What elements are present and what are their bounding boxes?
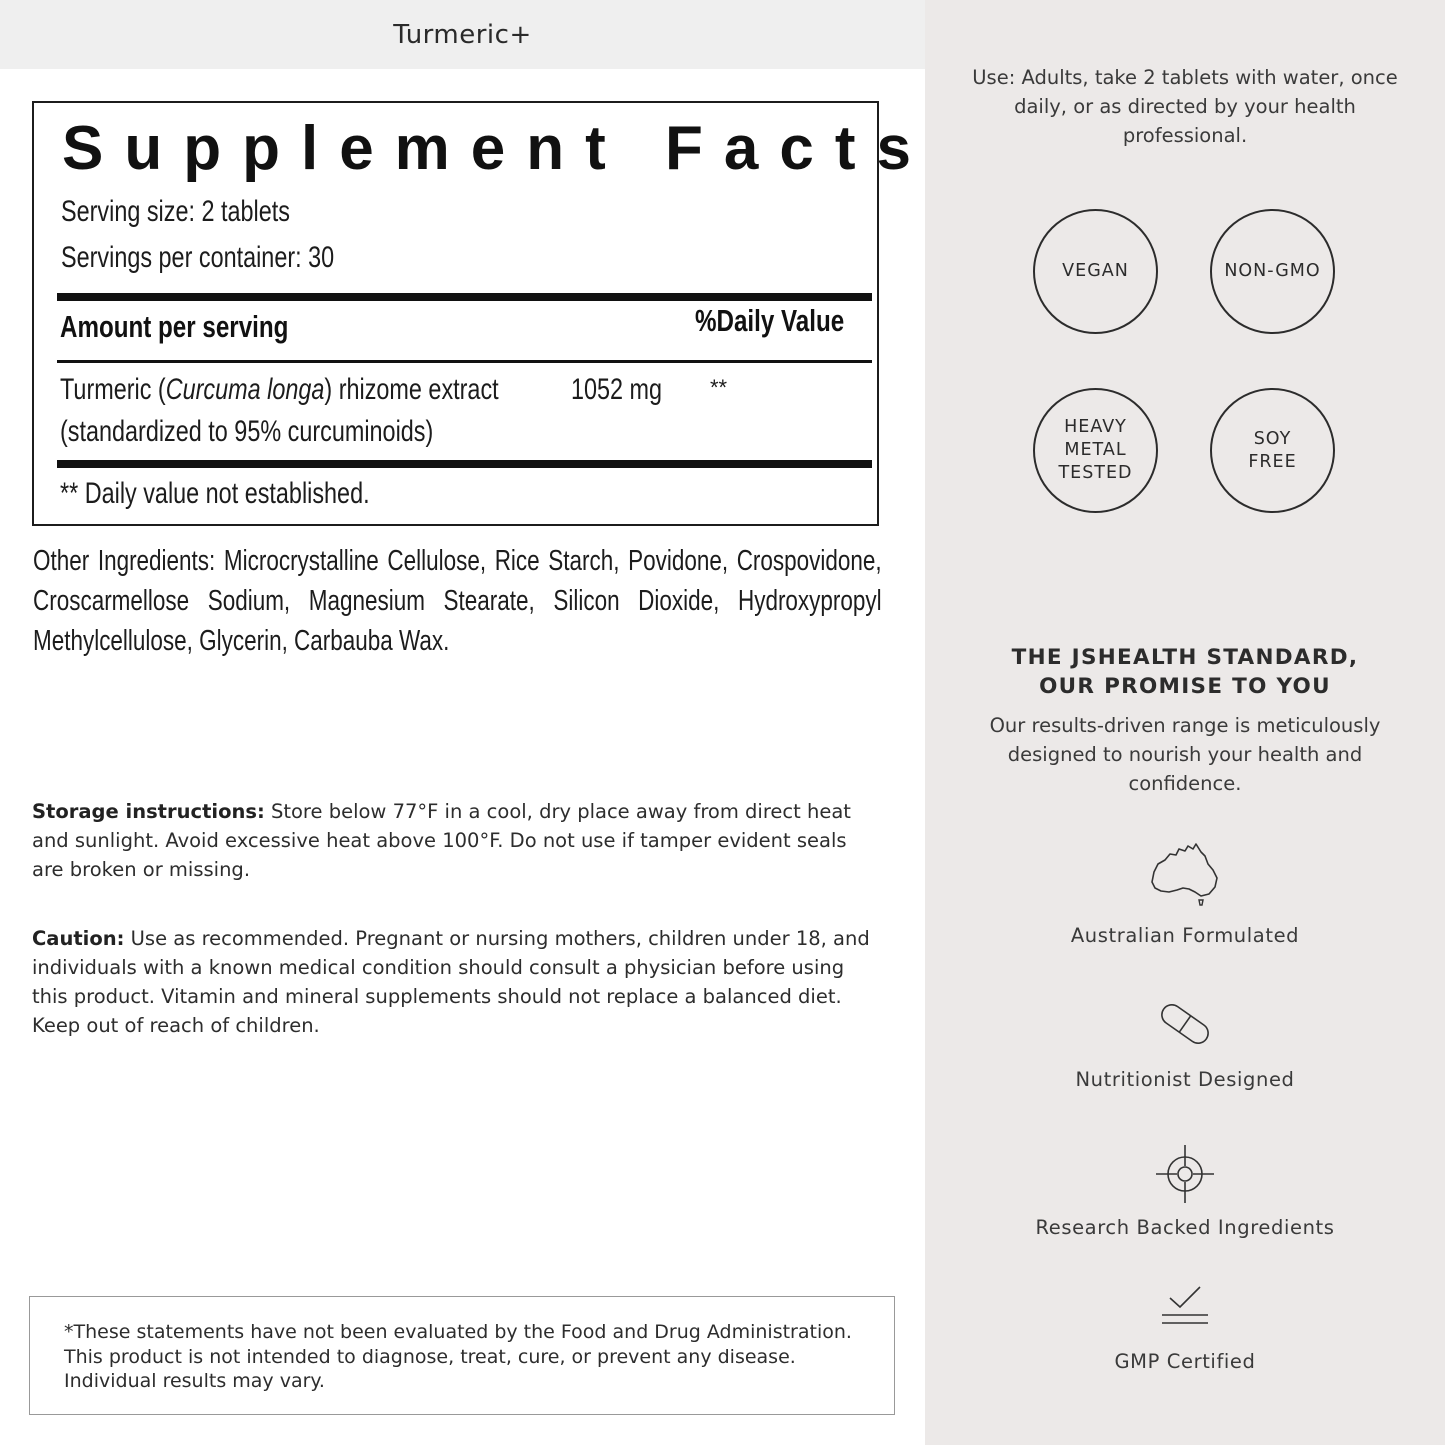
feature-label-nutritionist: Nutritionist Designed (1075, 1068, 1295, 1091)
feature-label-research: Research Backed Ingredients (1035, 1216, 1335, 1239)
fda-disclaimer-box (29, 1296, 895, 1415)
other-ingredients: Other Ingredients: Microcrystalline Cellulose, Rice Starch, Povidone, Crospovidone, Croscarmellose Sodium, Magnesium Stearate, Silicon Dioxide, Hydroxypropyl Methylcellulose, Glycerin, Carbauba Wax. (33, 545, 882, 657)
daily-value-label: %Daily Value (695, 303, 845, 338)
storage-instructions: Storage instructions: Store below 77°F in a cool, dry place away from direct heat and sunlight. Avoid excessive heat above 100°F. Do not use if tamper evident seals are broken or missing. (32, 800, 851, 881)
storage-label: Storage instructions: (32, 800, 265, 823)
soy-free-badge: SOY FREE (1210, 388, 1335, 513)
caution-text: Caution: Use as recommended. Pregnant or nursing mothers, children under 18, and individuals with a known medical condition should consult a physician before using this product. Vitamin and mineral supplements should not replace a balanced diet. Keep out of reach of children. (32, 927, 870, 1037)
amount-per-serving-label: Amount per serving (60, 309, 289, 344)
usage-directions: Use: Adults, take 2 tablets with water, once daily, or as directed by your health professional. (972, 66, 1398, 147)
ingredient-amount: 1052 mg (571, 373, 663, 406)
ingredient-daily-value: ** (710, 375, 728, 400)
target-icon (1155, 1144, 1215, 1204)
standard-title: THE JSHEALTH STANDARD, OUR PROMISE TO YOU (1011, 645, 1359, 699)
thick-divider-bottom (57, 460, 872, 468)
heavy-metal-tested-badge: HEAVY METAL TESTED (1033, 388, 1158, 513)
standard-body: Our results-driven range is meticulously designed to nourish your health and confidence. (989, 714, 1381, 795)
checkmark-icon (1158, 1284, 1212, 1330)
capsule-icon (1155, 996, 1215, 1052)
feature-label-gmp: GMP Certified (1114, 1350, 1256, 1373)
product-title: Turmeric+ (393, 19, 532, 50)
thin-divider (57, 360, 872, 363)
facts-title: Supplement Facts (62, 114, 932, 183)
non-gmo-badge: NON-GMO (1210, 209, 1335, 334)
header-bar (0, 0, 925, 69)
fda-disclaimer: *These statements have not been evaluated by the Food and Drug Administration. This product is not intended to diagnose, treat, cure, or prevent any disease. Individual results may vary. (64, 1321, 852, 1392)
ingredient-standardization: (standardized to 95% curcuminoids) (60, 415, 434, 448)
vegan-badge: VEGAN (1033, 209, 1158, 334)
servings-per-container: Servings per container: 30 (61, 241, 335, 274)
caution-label: Caution: (32, 927, 125, 950)
feature-label-australian: Australian Formulated (1070, 924, 1300, 947)
thick-divider (57, 293, 872, 301)
ingredient-name: Turmeric (Curcuma longa) rhizome extract (60, 373, 499, 406)
daily-value-footnote: ** Daily value not established. (60, 477, 370, 510)
supplement-facts-panel (32, 101, 932, 526)
australia-map-icon (1149, 842, 1221, 908)
serving-size: Serving size: 2 tablets (61, 195, 290, 228)
